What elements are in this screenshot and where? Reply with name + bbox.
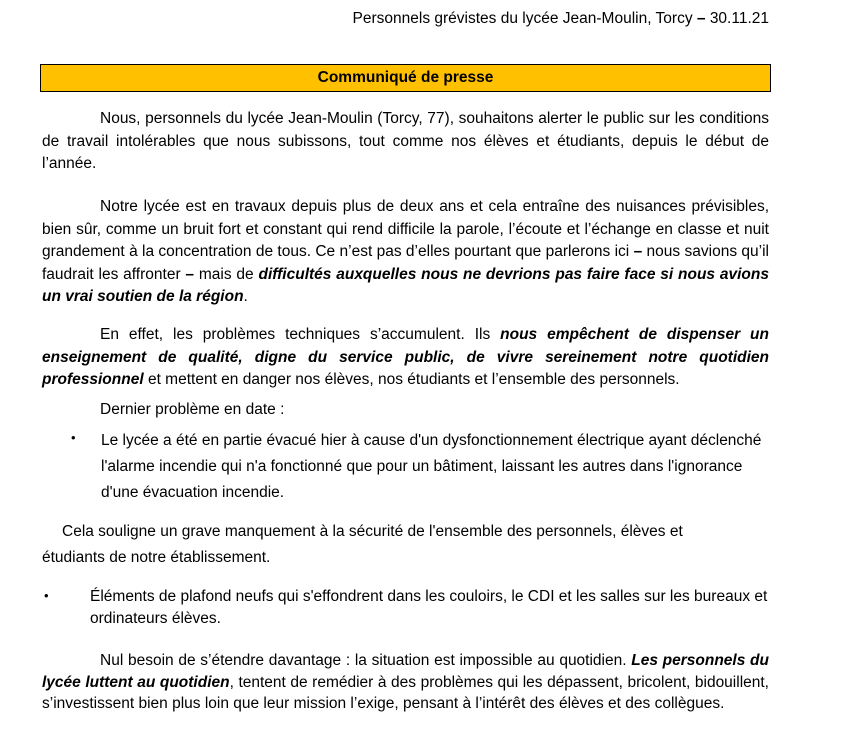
paragraph-works-text: .	[243, 288, 248, 305]
paragraph-intro: Nous, personnels du lycée Jean-Moulin (Torcy, 77), souhaitons alerter le public sur les conditions de travail intolérables que nous subissons, tout comme nos élèves et étudiants, depuis le début de l’année.	[42, 110, 769, 172]
emphasis-text: difficultés auxquelles nous ne devrions pas faire face si nous avions un vrai soutien de la région	[42, 265, 769, 305]
dash: –	[185, 265, 195, 283]
paragraph-problems	[42, 324, 769, 392]
header-date: 30.11.21	[709, 10, 769, 27]
document-header	[353, 10, 769, 28]
paragraph-problems-text: En effet, les problèmes techniques s’accumulent. Ils	[100, 326, 501, 343]
bullet-icon: •	[44, 588, 49, 603]
header-dash: –	[692, 10, 710, 27]
press-release-banner	[40, 64, 771, 92]
list-item-ceiling: Éléments de plafond neufs qui s'effondrent dans les couloirs, le CDI et les salles sur les bureaux et ordinateurs élèves.	[90, 588, 768, 627]
bullet-icon: •	[71, 430, 76, 445]
paragraph-safety: Cela souligne un grave manquement à la sécurité de l'ensemble des personnels, élèves et étudiants de notre établissement.	[42, 523, 683, 566]
list-item-evacuation: Le lycée a été en partie évacué hier à cause d'un dysfonctionnement électrique ayant déclenché l'alarme incendie qui n'a fonctionné que pour un bâtiment, laissant les autres dans l'ignorance d'une évacuation incendie.	[101, 432, 762, 501]
paragraph-problems-text: et mettent en danger nos élèves, nos étudiants et l’ensemble des personnels.	[143, 371, 680, 388]
banner-title: Communiqué de presse	[317, 69, 494, 86]
emphasis-text: Les personnels du lycée luttent au quotidien	[42, 652, 769, 691]
paragraph-latest-problem: Dernier problème en date :	[100, 401, 285, 418]
paragraph-works	[42, 196, 769, 309]
dash: –	[633, 243, 643, 260]
paragraph-works-text: nous savions qu’il faudrait les affronter	[42, 243, 769, 283]
paragraph-works-text: Notre lycée est en travaux depuis plus de deux ans et cela entraîne des nuisances prévisibles, bien sûr, comme un bruit fort et constant qui rend difficile la parole, l’écoute et l’échange en classe et nuit grandement à la concentration de tous. Ce n’est pas d’elles pourtant que parlerons ici	[42, 198, 769, 260]
paragraph-conclusion-text: , tentent de remédier à des problèmes qui les dépassent, bricolent, bidouillent, s’investissent bien plus loin que leur mission l’exige, pensant à l’intérêt des élèves et des collègues.	[42, 673, 769, 712]
paragraph-conclusion-text: Nul besoin de s’étendre davantage : la situation est impossible au quotidien.	[100, 652, 632, 669]
header-source: Personnels grévistes du lycée Jean-Moulin, Torcy	[352, 10, 693, 27]
paragraph-works-text: mais de	[194, 265, 259, 283]
emphasis-text: nous empêchent de dispenser un enseignement de qualité, digne du service public, de vivre sereinement notre quotidien professionnel	[42, 326, 769, 388]
paragraph-conclusion	[42, 650, 769, 715]
